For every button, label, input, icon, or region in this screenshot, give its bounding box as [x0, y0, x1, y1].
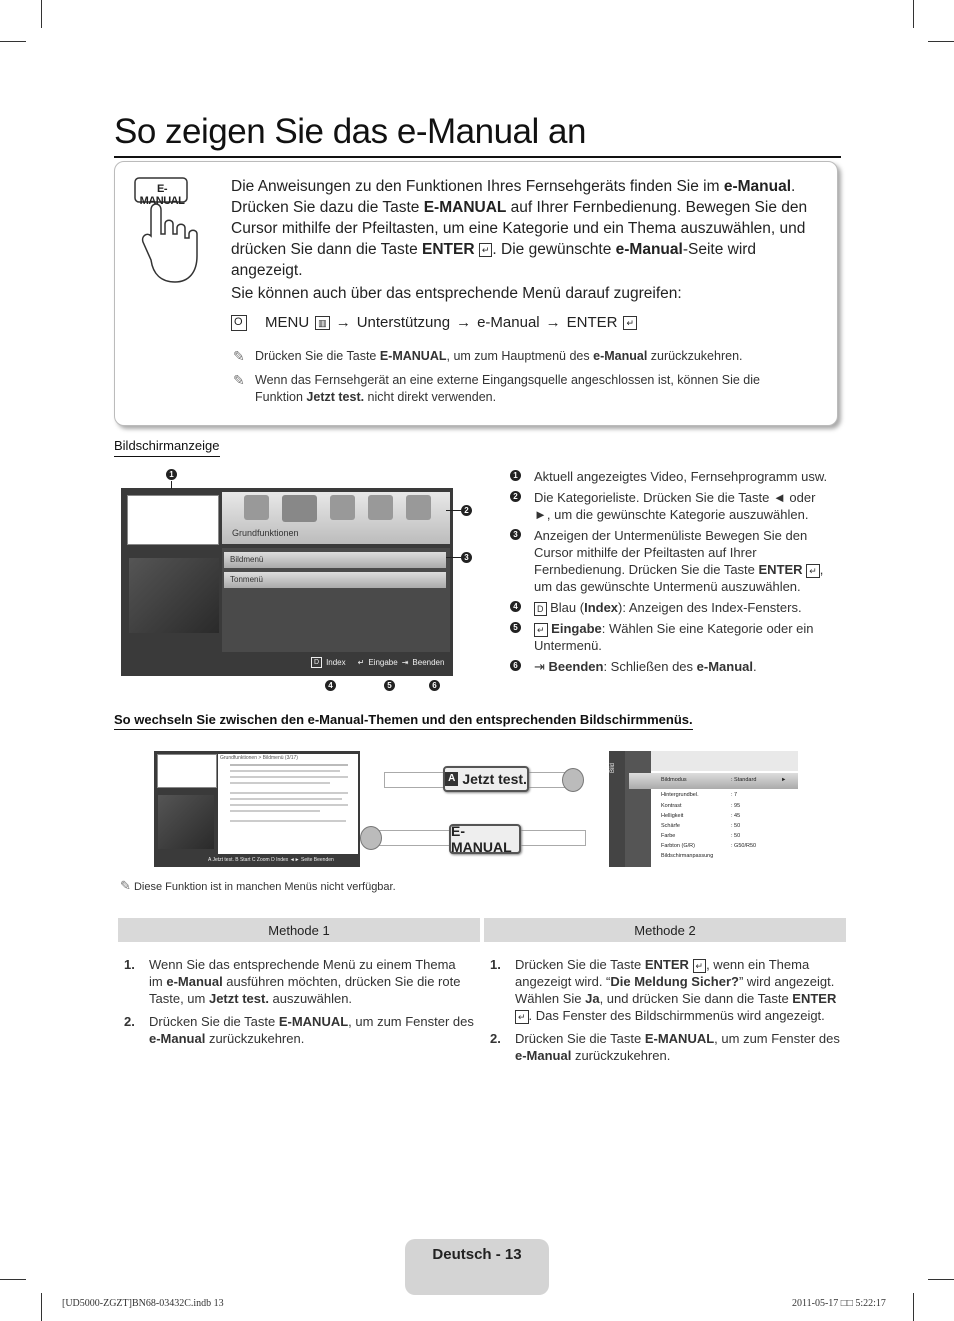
submenu-item[interactable]: Tonmenü [224, 572, 446, 588]
enter-icon: ↵ [479, 243, 493, 257]
menu-path [231, 314, 637, 331]
topic-path: Grundfunktionen > Bildmenü (3/17) [220, 755, 298, 761]
methods-table [114, 918, 850, 1071]
enter-icon: ↵ [515, 1010, 529, 1024]
remote-hand-icon [133, 176, 213, 286]
category-label: Grundfunktionen [232, 528, 299, 538]
marker-line [446, 557, 461, 558]
note-part: nicht direkt verwenden. [364, 390, 497, 404]
step-text: zurückzukehren. [205, 1031, 305, 1046]
step-text: Wenn Sie das entsprechende Menü zu einem Thema im [149, 957, 456, 989]
step-bold: e-Manual [149, 1031, 206, 1046]
method2-column [484, 942, 846, 1071]
callout-text: Aktuell angezeigtes Video, Fernsehprogramm usw. [534, 469, 828, 484]
section-switch-heading: So wechseln Sie zwischen den e-Manual-Themen und den entsprechenden Bildschirmmenüs. [114, 712, 693, 730]
step-text: , um zum Fenster des [714, 1031, 840, 1046]
category-icon[interactable] [368, 495, 393, 520]
intro-part: Die Anweisungen zu den Funktionen Ihres Fernsehgeräts finden Sie im [231, 178, 724, 195]
method1-column [118, 942, 480, 1071]
intro-part: -Seite wird angezeigt. [231, 241, 757, 279]
menu-label: MENU [265, 314, 310, 331]
step-text: zurückzukehren. [571, 1048, 671, 1063]
intro-bold: E-MANUAL [423, 199, 507, 216]
menu-row-value: : Standard [731, 777, 757, 783]
note-switch [120, 878, 396, 894]
menu-row-arrow: ► [781, 777, 787, 783]
emanual-screen [121, 488, 453, 676]
step-bold: E-MANUAL [278, 1014, 349, 1029]
submenu-item[interactable]: Bildmenü [224, 552, 446, 568]
category-icon[interactable] [406, 495, 431, 520]
enter-label: ENTER [566, 314, 618, 331]
pencil-icon: ✎ [233, 372, 245, 388]
exit-icon: ⇥ [534, 659, 545, 674]
menu-row-value: : 50 [731, 833, 741, 839]
menu-rows [661, 775, 796, 861]
step-text: Drücken Sie die Taste [149, 1014, 279, 1029]
pencil-icon: ✎ [233, 348, 245, 364]
menu-row-label: Bildmodus [661, 777, 687, 783]
method1-step [119, 956, 469, 1007]
step-bold: Ja [585, 991, 600, 1006]
menu-row-label: Bildschirmanpassung [661, 853, 714, 859]
menu-row-label: Farbton (G/R) [661, 843, 695, 849]
imprint-left: [UD5000-ZGZT]BN68-03432C.indb 13 [62, 1298, 224, 1309]
callout-item [510, 599, 830, 616]
callout-text: Die Kategorieliste. Drücken Sie die Taste ◄ oder ►, um die gewünschte Kategorie auszuwählen. [534, 490, 816, 522]
step-bold: Die Meldung Sicher? [610, 974, 739, 989]
remote-small-icon: O [231, 315, 247, 331]
note-part: , um zum Hauptmenü des [446, 349, 594, 363]
crop-mark [928, 41, 954, 42]
note-2 [233, 372, 793, 406]
bottom-exit[interactable]: Beenden [412, 658, 445, 667]
jetzt-test-button[interactable] [443, 766, 529, 792]
imprint-right: 2011-05-17 □□ 5:22:17 [792, 1298, 886, 1309]
callout-item [510, 489, 830, 523]
page-footer-tab [405, 1239, 549, 1295]
step-number: 2. [124, 1014, 135, 1029]
callout-text: Anzeigen der Untermenüliste Bewegen Sie den Cursor mithilfe der Pfeiltasten auf Ihrer Fernbedienung. Drücken Sie die Taste [534, 528, 808, 577]
menu-row-label: Kontrast [661, 803, 682, 809]
submenu-panel [222, 548, 450, 652]
text-line [230, 782, 330, 784]
text-line [230, 792, 348, 794]
enter-icon: ↵ [534, 623, 548, 637]
method1-head: Methode 1 [118, 918, 480, 942]
path-item: e-Manual [477, 314, 540, 331]
note-switch-text: Diese Funktion ist in manchen Menüs nicht verfügbar. [133, 881, 396, 893]
menu-side-label: Bild [610, 762, 616, 773]
callout-item [510, 527, 830, 595]
enter-icon: ↵ [693, 959, 707, 973]
menu-row[interactable] [661, 811, 796, 821]
note-part: Wenn das Fernsehgerät an eine externe Eingangsquelle angeschlossen ist, können Sie die Funktion [255, 373, 760, 404]
menu-row[interactable] [661, 851, 796, 861]
step-number: 1. [124, 957, 135, 972]
step-bold: ENTER [792, 991, 837, 1006]
arrow-left-icon [360, 826, 382, 850]
menu-side-bar [609, 751, 625, 867]
text-line [230, 798, 342, 800]
menu-row[interactable] [661, 831, 796, 841]
text-line [230, 820, 346, 822]
callout-text: . [753, 659, 757, 674]
menu-row-label: Helligkeit [661, 813, 684, 819]
remote-label: E-MANUAL [139, 183, 185, 207]
marker-5: 5 [384, 680, 395, 691]
callout-number: 5 [510, 622, 521, 633]
blue-d-key-icon: D [311, 657, 322, 668]
blue-d-key-icon: D [534, 602, 547, 616]
method2-head: Methode 2 [484, 918, 846, 942]
menu-row[interactable] [661, 801, 796, 811]
step-text: , und drücken Sie dann die Taste [599, 991, 793, 1006]
callout-text: , um das gewünschte Untermenü auszuwählen. [534, 562, 824, 594]
crop-mark [0, 1279, 26, 1280]
bottom-enter[interactable]: Eingabe [368, 658, 398, 667]
intro-bold: e-Manual [615, 241, 683, 258]
step-bold: Jetzt test. [208, 991, 269, 1006]
step-bold: E-MANUAL [644, 1031, 715, 1046]
screen-bottom-bar [311, 657, 444, 668]
menu-row[interactable] [661, 841, 796, 851]
section-bildschirmanzeige: Bildschirmanzeige [114, 438, 220, 457]
marker-line [446, 510, 461, 511]
method2-step [485, 1030, 845, 1064]
callout-item [510, 468, 830, 485]
crop-mark [913, 0, 914, 28]
callout-bold: Index [584, 600, 619, 615]
category-icon[interactable] [330, 495, 355, 520]
step-bold: e-Manual [166, 974, 223, 989]
text-line [230, 770, 340, 772]
jetzt-test-label: Jetzt test. [462, 771, 527, 787]
menu-row-value: : 7 [731, 792, 738, 798]
callout-number: 3 [510, 529, 521, 540]
callout-item [510, 658, 830, 675]
step-text: , wenn ein Thema angezeigt wird. “ [515, 957, 810, 989]
note-part: Drücken Sie die Taste [255, 349, 380, 363]
menu-row-value: : 95 [731, 803, 741, 809]
path-item: Unterstützung [356, 314, 451, 331]
title-rule [114, 156, 841, 158]
marker-4: 4 [325, 680, 336, 691]
callout-text: : Schließen des [603, 659, 697, 674]
callout-text: ): Anzeigen des Index-Fensters. [618, 600, 802, 615]
note-bold: e-Manual [593, 349, 648, 363]
callout-number: 1 [510, 470, 521, 481]
menu-row-value: : G50/R50 [731, 843, 757, 849]
crop-mark [0, 41, 26, 42]
path-arrow: → [545, 314, 561, 331]
menu-header [651, 751, 798, 771]
step-text: . Das Fenster des Bildschirmmenüs wird angezeigt. [528, 1008, 825, 1023]
callout-text: : Wählen Sie eine Kategorie oder ein Untermenü. [534, 621, 814, 653]
marker-2: 2 [461, 505, 472, 516]
video-preview [127, 495, 219, 545]
callout-item [510, 620, 830, 654]
tv-illustration-icon [129, 558, 219, 633]
step-bold: e-Manual [515, 1048, 572, 1063]
menu-row[interactable] [661, 775, 796, 786]
enter-icon: ↵ [357, 658, 365, 667]
menu-row-label: Hintergrundbel. [661, 792, 699, 798]
enter-icon: ↵ [623, 316, 637, 330]
intro-text [231, 176, 827, 304]
menu-row[interactable] [661, 821, 796, 831]
callout-bold: Beenden [548, 659, 604, 674]
menu-icon-column [625, 751, 651, 867]
exit-icon: ⇥ [401, 658, 409, 667]
method1-step [119, 1013, 479, 1047]
step-bold: ENTER [644, 957, 689, 972]
note-bold: Jetzt test. [306, 390, 365, 404]
step-text: ausführen möchten, drücken Sie die rote Taste, um [149, 974, 461, 1006]
step-text: Drücken Sie die Taste [515, 1031, 645, 1046]
enter-icon: ↵ [806, 564, 820, 578]
page-title: So zeigen Sie das e-Manual an [114, 112, 586, 151]
step-text: , um zum Fenster des [348, 1014, 474, 1029]
callout-number: 6 [510, 660, 521, 671]
emanual-button[interactable]: E-MANUAL [449, 824, 521, 854]
callout-bold: e-Manual [696, 659, 753, 674]
menu-row-value: : 50 [731, 823, 741, 829]
marker-3: 3 [461, 552, 472, 563]
step-number: 2. [490, 1031, 501, 1046]
note-1 [233, 348, 793, 365]
text-line [230, 810, 320, 812]
callout-number: 2 [510, 491, 521, 502]
marker-6: 6 [429, 680, 440, 691]
step-text: Drücken Sie die Taste [515, 957, 645, 972]
red-a-key-icon: A [445, 772, 458, 786]
video-preview [157, 754, 217, 788]
category-icon-selected[interactable] [282, 495, 317, 522]
menu-row[interactable] [661, 790, 796, 801]
method2-step [485, 956, 837, 1024]
menu-icon: ▥ [315, 316, 330, 330]
callout-text: Blau ( [546, 600, 585, 615]
bottom-index[interactable]: Index [326, 658, 346, 667]
intro-part: . Drücken Sie dazu die Taste [231, 178, 796, 216]
text-line [230, 804, 348, 806]
picture-menu-screen [609, 751, 798, 867]
menu-row-value: : 45 [731, 813, 741, 819]
callout-list [510, 468, 830, 679]
topic-page [218, 754, 358, 854]
path-arrow: → [335, 314, 351, 331]
callout-bold: Eingabe [551, 621, 602, 636]
category-icon[interactable] [244, 495, 269, 520]
crop-mark [41, 0, 42, 28]
pencil-icon: ✎ [120, 878, 131, 893]
intro-part: . Die gewünschte [492, 241, 616, 258]
intro-part: auf Ihrer Fernbedienung. Bewegen Sie den Cursor mithilfe der Pfeiltasten, um eine Kategorie und ein Thema auszuwählen, und drücken Sie dann die Taste [231, 199, 808, 258]
path-arrow: → [456, 314, 472, 331]
note-bold: E-MANUAL [379, 349, 447, 363]
tv-illustration-icon [158, 795, 214, 849]
intro-p2: Sie können auch über das entsprechende Menü darauf zugreifen: [231, 285, 682, 302]
callout-bold: ENTER [758, 562, 803, 577]
category-bar [222, 492, 450, 544]
arrow-right-icon [562, 768, 584, 792]
marker-1: 1 [166, 469, 177, 480]
marker-line [171, 481, 172, 489]
text-line [230, 764, 348, 766]
note-part: zurückzukehren. [647, 349, 743, 363]
intro-bold: e-Manual [723, 178, 792, 195]
intro-bold: ENTER [422, 241, 475, 258]
text-line [230, 776, 348, 778]
step-number: 1. [490, 957, 501, 972]
menu-row-label: Schärfe [661, 823, 680, 829]
crop-mark [913, 1293, 914, 1321]
callout-number: 4 [510, 601, 521, 612]
emanual-topic-screen [154, 751, 360, 867]
menu-row-label: Farbe [661, 833, 676, 839]
crop-mark [41, 1293, 42, 1321]
crop-mark [928, 1279, 954, 1280]
step-text: ” wird angezeigt. Wählen Sie [515, 974, 835, 1006]
topic-bottom-bar: A Jetzt test. B Start C Zoom D Index ◄► Seite Beenden [208, 857, 334, 863]
step-text: auszuwählen. [268, 991, 353, 1006]
page-number: Deutsch - 13 [432, 1246, 522, 1263]
